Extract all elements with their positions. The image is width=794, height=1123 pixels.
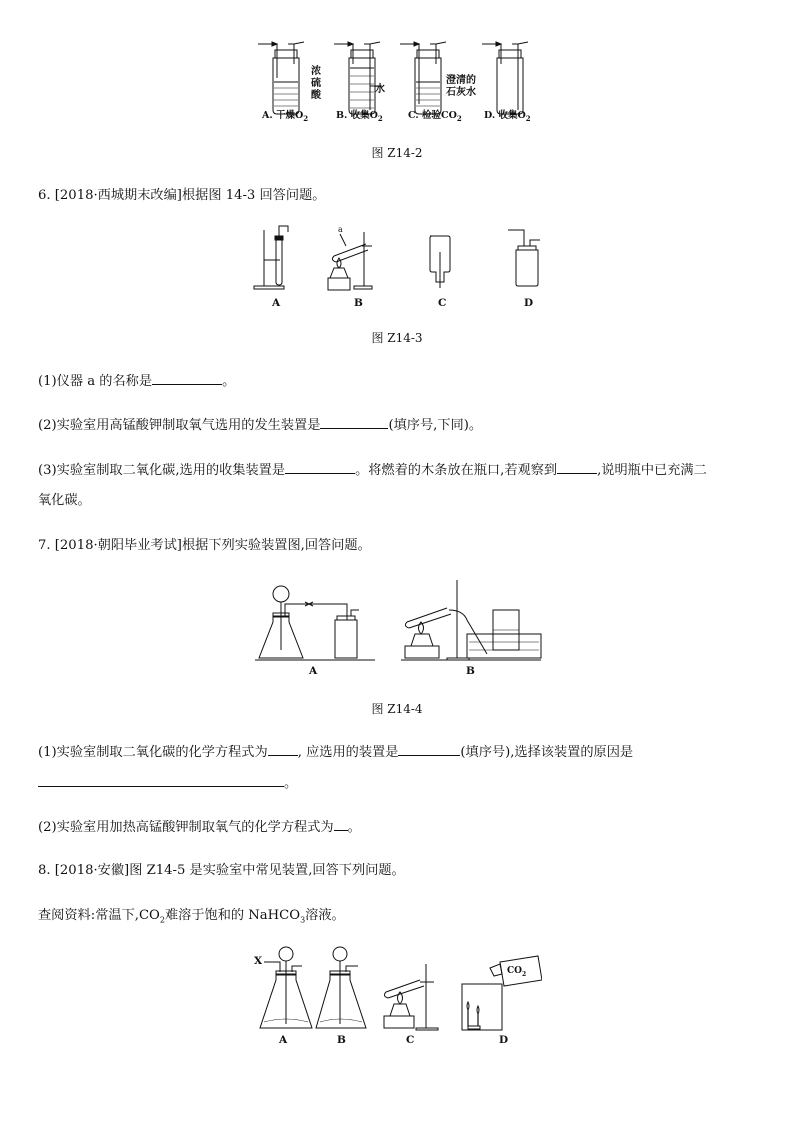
fig3-label-a: A <box>272 297 281 309</box>
q7-part1-cont: 。 <box>38 772 756 795</box>
fig3-label-c: C <box>438 297 447 309</box>
text: 酸 <box>311 90 321 101</box>
apparatus-d-beaker <box>462 956 542 1030</box>
answer-blank[interactable] <box>268 741 298 756</box>
apparatus-b <box>328 225 372 290</box>
apparatus-a <box>254 226 288 289</box>
answer-blank[interactable] <box>152 370 222 385</box>
caption-z14-2: 图 Z14-2 <box>371 146 423 160</box>
fig5-label-d: D <box>499 1034 509 1046</box>
fig5-label-c: C <box>406 1034 415 1046</box>
bottle-a-drying <box>258 42 304 114</box>
bottle-c-test <box>400 42 446 114</box>
fig2-label-a: A. 干燥$O_2$ <box>262 110 309 123</box>
fig2-side-label-a <box>311 66 321 102</box>
svg-text:a: a <box>338 225 343 234</box>
answer-blank[interactable] <box>557 459 597 474</box>
bottle-d-collect <box>482 42 528 114</box>
fig5-x-mark: X <box>254 955 263 967</box>
apparatus-a-generator <box>255 586 375 660</box>
q7-part1: (1)实验室制取二氧化碳的化学方程式为 , 应选用的装置是 (填序号),选择该装置的原因是 <box>38 741 756 764</box>
bottle-b-collect <box>334 42 382 114</box>
fig4-label-b: B <box>466 665 475 677</box>
fig5-label-a: A <box>279 1034 288 1046</box>
q7-heading: 7. [2018·朝阳毕业考试]根据下列实验装置图,回答问题。 <box>38 538 371 553</box>
fig2-side-label-b: 水 <box>375 84 385 95</box>
fig3-label-b: B <box>354 297 363 309</box>
figure-z14-3 <box>250 222 550 294</box>
apparatus-b-flask <box>316 947 366 1028</box>
fig5-label-b: B <box>337 1034 346 1046</box>
figure-z14-4 <box>255 580 545 666</box>
q6-heading: 6. [2018·西城期末改编]根据图 14-3 回答问题。 <box>38 188 326 203</box>
answer-blank[interactable] <box>334 816 348 831</box>
q6-part3: (3)实验室制取二氧化碳,选用的收集装置是 。将燃着的木条放在瓶口,若观察到 ,说明瓶中已充满二 <box>38 459 756 482</box>
answer-blank[interactable] <box>320 414 388 429</box>
answer-blank[interactable] <box>38 772 284 787</box>
apparatus-b-heating <box>401 580 541 660</box>
text: 硫 <box>311 78 321 89</box>
text: 澄清的 <box>446 75 476 86</box>
apparatus-d <box>508 230 540 286</box>
fig5-co2-label: $CO_2$ <box>507 966 527 978</box>
q6-part3-cont: 氧化碳。 <box>38 493 91 508</box>
text: 石灰水 <box>446 87 476 98</box>
q8-heading: 8. [2018·安徽]图 Z14-5 是实验室中常见装置,回答下列问题。 <box>38 863 405 878</box>
fig2-label-d: D. 收集$O_2$ <box>484 110 531 123</box>
q6-part1: (1)仪器 a 的名称是 。 <box>38 370 756 393</box>
text: 浓 <box>311 66 321 77</box>
fig4-label-a: A <box>309 665 318 677</box>
apparatus-c-heating <box>384 964 438 1030</box>
caption-z14-3: 图 Z14-3 <box>371 331 423 345</box>
q6-part2: (2)实验室用高锰酸钾制取氧气选用的发生装置是 (填序号,下同)。 <box>38 414 756 437</box>
answer-blank[interactable] <box>398 741 460 756</box>
fig2-label-c: C. 检验$CO_2$ <box>408 110 462 123</box>
fig2-side-label-c <box>446 75 476 99</box>
answer-blank[interactable] <box>285 459 355 474</box>
apparatus-c <box>430 236 450 288</box>
fig3-label-d: D <box>524 297 534 309</box>
apparatus-a-flask-x <box>260 947 312 1028</box>
caption-z14-4: 图 Z14-4 <box>371 702 423 716</box>
q8-info: 查阅资料:常温下$,CO_2$难溶于饱和的 NaHCO$_3$溶液。 <box>38 908 345 925</box>
fig2-label-b: B. 收集$O_2$ <box>336 110 383 123</box>
q7-part2: (2)实验室用加热高锰酸钾制取氧气的化学方程式为 。 <box>38 816 756 839</box>
figure-z14-5 <box>252 944 542 1036</box>
